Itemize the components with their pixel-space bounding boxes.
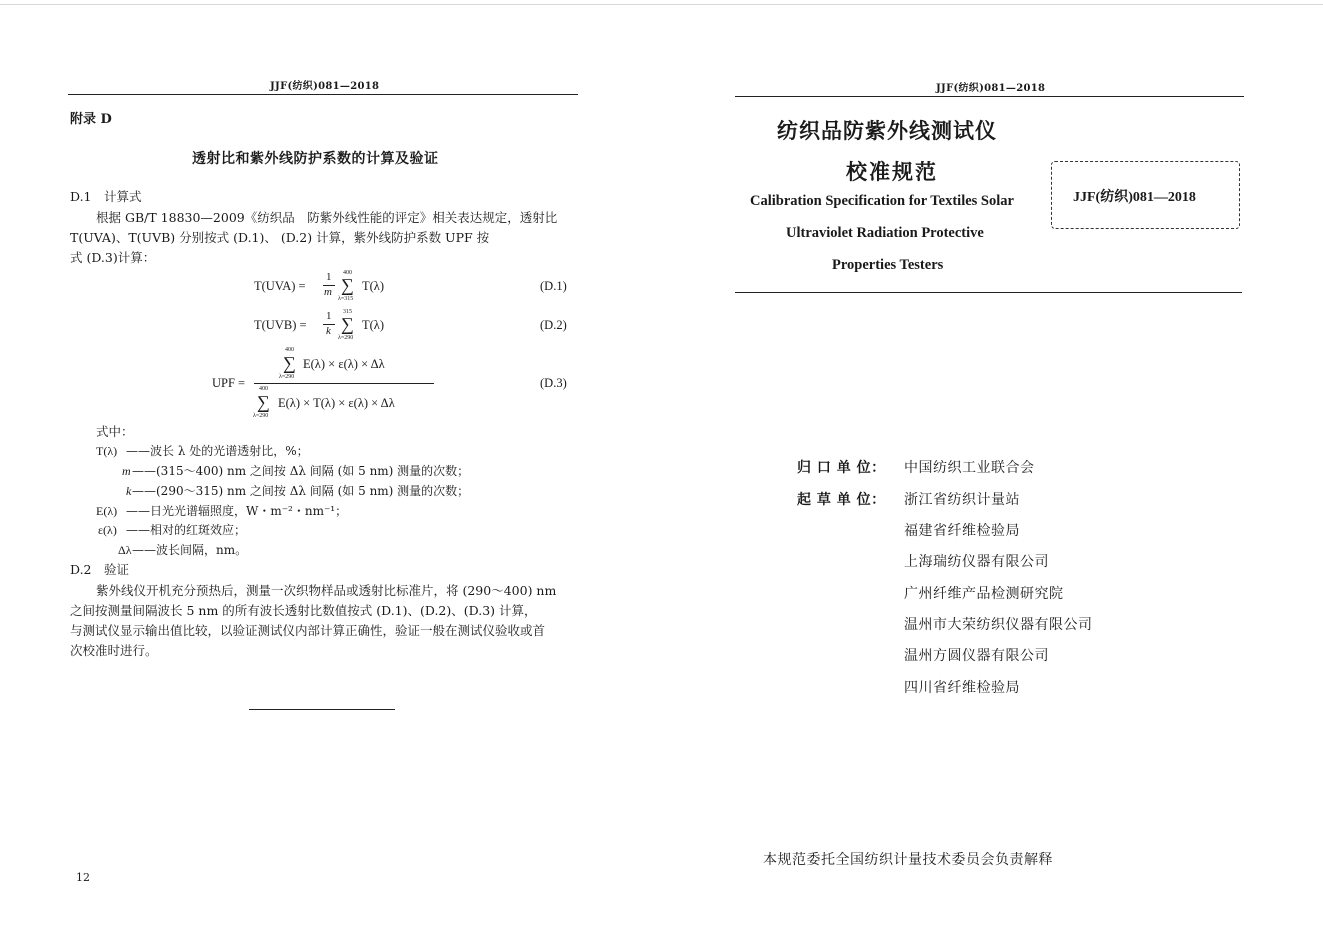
- d2-para-line-1: 紫外线仪开机充分预热后，测量一次织物样品或透射比标准片，将 (290～400) nm: [96, 583, 557, 598]
- d1-lhs: T(UVA) =: [254, 279, 306, 293]
- drafting-unit: 福建省纤维检验局: [904, 523, 1020, 539]
- symbol-desc: ——日光光谱辐照度，W・m⁻²・nm⁻¹；: [126, 504, 348, 518]
- d1-para-line-2: T(UVA)、T(UVB) 分别按式 (D.1)、 (D.2) 计算，紫外线防护系数 UPF 按: [70, 230, 490, 245]
- footer-note: 本规范委托全国纺织计量技术委员会负责解释: [763, 852, 1053, 868]
- where-label: 式中：: [96, 424, 134, 439]
- drafting-unit: 温州方圆仪器有限公司: [904, 648, 1049, 664]
- d1-numerator: 1: [326, 271, 332, 283]
- appendix-title: 透射比和紫外线防护系数的计算及验证: [192, 151, 439, 167]
- symbol-desc: ——(315～400) nm 之间按 Δλ 间隔 (如 5 nm) 测量的次数；: [132, 464, 470, 478]
- d2-para-line-4: 次校准时进行。: [70, 643, 158, 658]
- d3-numerator-term: E(λ) × ε(λ) × Δλ: [303, 357, 385, 371]
- d2-numerator: 1: [326, 310, 332, 322]
- d3-den-sum-lower: λ=290: [253, 413, 269, 419]
- symbol-desc: ——波长间隔，nm。: [132, 543, 248, 557]
- d1-sum-upper: 400: [343, 270, 352, 276]
- d3-num-sum-lower: λ=290: [279, 374, 295, 380]
- symbol-name: E(λ): [96, 504, 118, 518]
- d2-lhs: T(UVB) =: [254, 318, 307, 332]
- drafting-unit: 温州市大荣纺织仪器有限公司: [904, 617, 1093, 633]
- d1-term: T(λ): [362, 279, 385, 293]
- symbol-desc: ——(290～315) nm 之间按 Δλ 间隔 (如 5 nm) 测量的次数；: [132, 484, 470, 498]
- symbol-desc: ——波长 λ 处的光谱透射比，%；: [126, 444, 309, 458]
- title-bottom-rule: [735, 292, 1242, 293]
- title-cn-line-2: 校准规范: [846, 159, 938, 184]
- symbol-desc: ——相对的红斑效应；: [126, 523, 247, 537]
- d2-sum-lower: λ=290: [338, 335, 354, 341]
- d1-sigma-icon: ∑: [341, 275, 354, 295]
- d2-eq-label: (D.2): [540, 318, 567, 332]
- d2-para-line-2: 之间按测量间隔波长 5 nm 的所有波长透射比数值按式 (D.1)、(D.2)、(D.3) 计算，: [70, 603, 537, 618]
- section-d2-heading: D.2 验证: [70, 562, 130, 577]
- d3-num-sigma-icon: ∑: [283, 353, 296, 373]
- d3-denominator-term: E(λ) × T(λ) × ε(λ) × Δλ: [278, 396, 395, 410]
- responsible-label: 归 口 单 位：: [797, 460, 886, 476]
- title-cn-line-1: 纺织品防紫外线测试仪: [777, 118, 997, 143]
- drafting-label: 起 草 单 位：: [797, 492, 886, 508]
- d1-eq-label: (D.1): [540, 279, 567, 293]
- d2-sigma-icon: ∑: [341, 314, 354, 334]
- d1-denominator: m: [324, 286, 332, 298]
- d3-den-sigma-icon: ∑: [257, 392, 270, 412]
- drafting-unit: 浙江省纺织计量站: [904, 492, 1020, 508]
- responsible-unit: 中国纺织工业联合会: [904, 460, 1035, 476]
- symbol-name: m: [122, 464, 131, 478]
- d1-sum-lower: λ=315: [338, 296, 354, 302]
- d3-num-sum-upper: 400: [285, 347, 294, 353]
- code-box-label: JJF(纺织)081—2018: [1073, 190, 1196, 205]
- symbol-name: ε(λ): [98, 523, 117, 537]
- symbol-name: Δλ: [118, 543, 132, 557]
- title-en-line-2: Ultraviolet Radiation Protective: [786, 225, 984, 241]
- d3-eq-label: (D.3): [540, 376, 567, 390]
- drafting-unit: 上海瑞纺仪器有限公司: [904, 554, 1049, 570]
- d3-den-sum-upper: 400: [259, 386, 268, 392]
- drafting-unit: 四川省纤维检验局: [904, 680, 1020, 696]
- section-d1-heading: D.1 计算式: [70, 189, 142, 204]
- end-rule: [249, 709, 395, 710]
- page-number: 12: [76, 871, 90, 884]
- title-en-line-1: Calibration Specification for Textiles Solar: [750, 193, 1014, 209]
- d2-denominator: k: [326, 325, 331, 337]
- drafting-unit: 广州纤维产品检测研究院: [904, 586, 1064, 602]
- scan-edge: [0, 4, 1323, 5]
- d3-fraction-bar: [254, 383, 434, 384]
- d2-sum-upper: 315: [343, 309, 352, 315]
- d2-term: T(λ): [362, 318, 385, 332]
- left-header-rule: [68, 94, 578, 95]
- symbol-name: T(λ): [96, 444, 118, 458]
- d3-lhs: UPF =: [212, 376, 246, 390]
- right-header: JJF(纺织)081—2018: [936, 83, 1046, 94]
- d1-para-line-1: 根据 GB/T 18830—2009《纺织品 防紫外线性能的评定》相关表达规定，透射比: [96, 210, 558, 225]
- d2-para-line-3: 与测试仪显示输出值比较，以验证测试仪内部计算正确性，验证一般在测试仪验收或首: [70, 623, 546, 638]
- right-header-rule: [735, 96, 1244, 97]
- left-header: JJF(纺织)081—2018: [270, 81, 380, 92]
- symbol-name: k: [126, 484, 132, 498]
- title-en-line-3: Properties Testers: [832, 257, 944, 273]
- d1-para-line-3: 式 (D.3)计算：: [70, 250, 156, 265]
- appendix-label: 附录 D: [70, 112, 112, 127]
